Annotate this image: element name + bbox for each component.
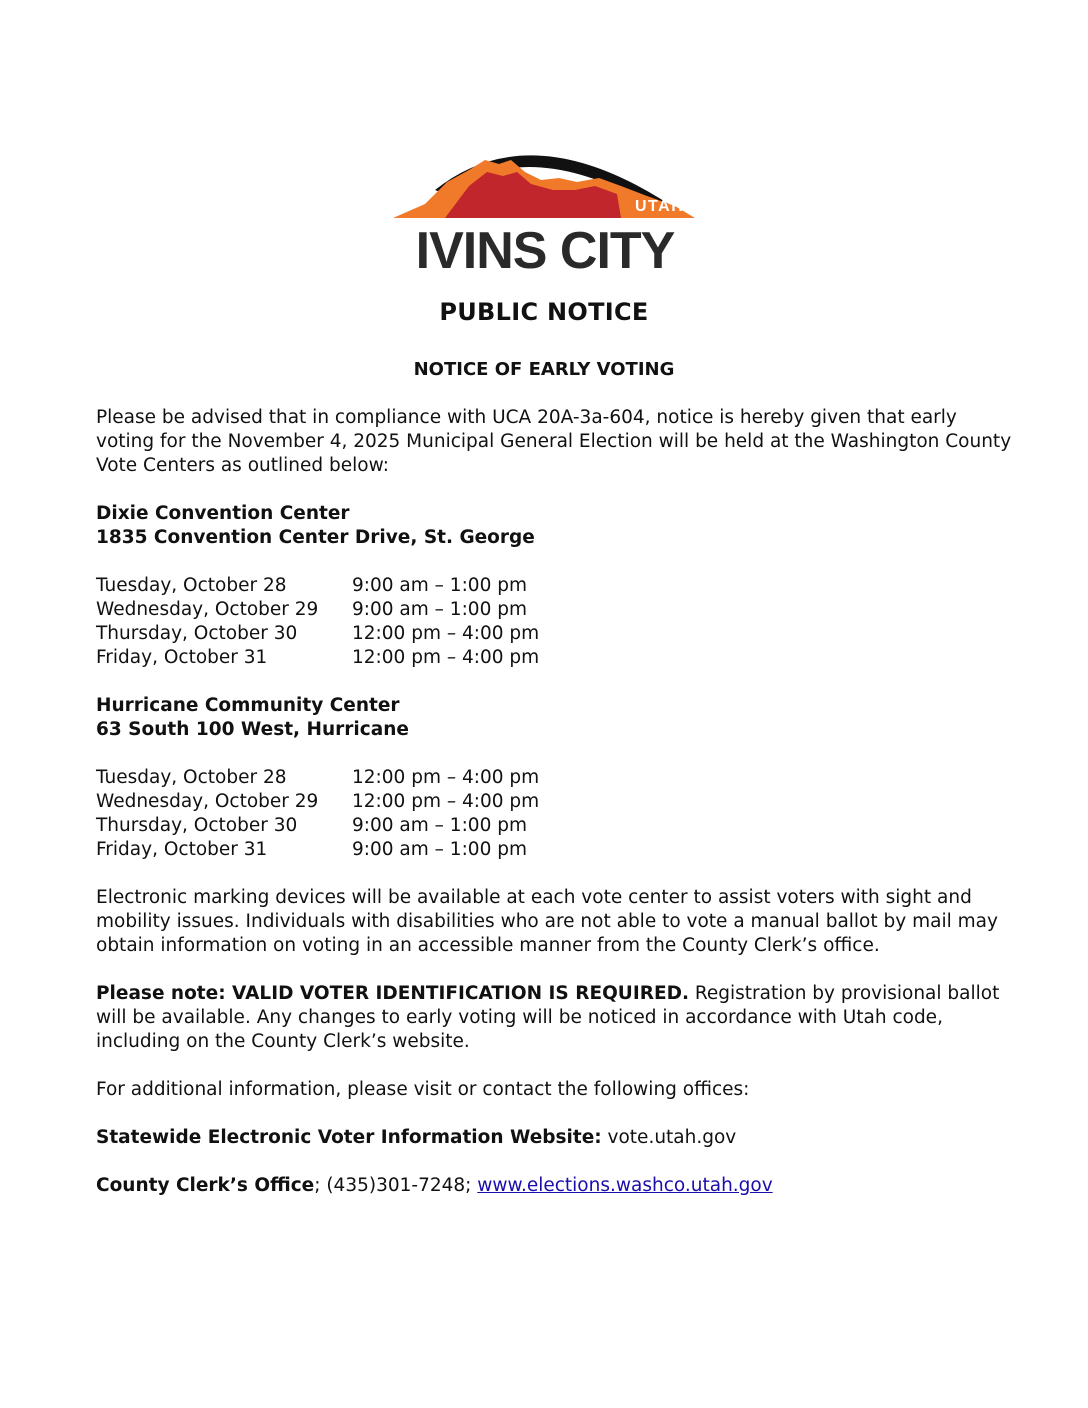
schedule-day: Thursday, October 30 (96, 815, 298, 836)
clerk-contact: ; (435)301-7248; (314, 1175, 478, 1196)
schedule-day: Friday, October 31 (96, 839, 268, 860)
schedule-time: 12:00 pm – 4:00 pm (352, 767, 540, 788)
schedule-day: Tuesday, October 28 (96, 575, 287, 596)
statewide-label: Statewide Electronic Voter Information Website: (96, 1127, 602, 1148)
schedule-day: Wednesday, October 29 (96, 599, 319, 620)
statewide-line (96, 1126, 1016, 1150)
clerk-line (96, 1174, 1016, 1198)
center-address: 63 South 100 West, Hurricane (96, 719, 409, 740)
page-subtitle: NOTICE OF EARLY VOTING (413, 359, 675, 380)
center-address: 1835 Convention Center Drive, St. George (96, 527, 535, 548)
schedule-table (96, 574, 1016, 670)
schedule-table (96, 766, 1016, 862)
statewide-value: vote.utah.gov (601, 1127, 737, 1148)
accessibility-paragraph: Electronic marking devices will be available at each vote center to assist voters with sight and mobility issues. Individuals with disabilities who are not able to vote a manual ballot by mail may obtain information on voting in an accessible manner from the County Clerk’s office. (96, 887, 998, 956)
schedule-time: 12:00 pm – 4:00 pm (352, 623, 540, 644)
ivins-city-logo (385, 120, 705, 280)
schedule-time: 12:00 pm – 4:00 pm (352, 647, 540, 668)
schedule-day: Thursday, October 30 (96, 623, 298, 644)
notice-body (96, 406, 1016, 1198)
schedule-day: Tuesday, October 28 (96, 767, 287, 788)
schedule-time: 9:00 am – 1:00 pm (352, 839, 527, 860)
center-name: Dixie Convention Center (96, 503, 350, 524)
schedule-time: 9:00 am – 1:00 pm (352, 575, 527, 596)
schedule-time: 9:00 am – 1:00 pm (352, 815, 527, 836)
schedule-day: Wednesday, October 29 (96, 791, 319, 812)
additional-info: For additional information, please visit or contact the following offices: (96, 1079, 750, 1100)
clerk-website-link[interactable]: www.elections.washco.utah.gov (477, 1175, 773, 1196)
schedule-day: Friday, October 31 (96, 647, 268, 668)
note-bold: Please note: VALID VOTER IDENTIFICATION IS REQUIRED. (96, 983, 689, 1004)
note-paragraph (96, 982, 1016, 1054)
clerk-label: County Clerk’s Office (96, 1175, 315, 1196)
intro-paragraph: Please be advised that in compliance with UCA 20A-3a-604, notice is hereby given that early voting for the November 4, 2025 Municipal General Election will be held at the Washington County Vote Centers as outlined below: (96, 407, 1012, 476)
schedule-time: 9:00 am – 1:00 pm (352, 599, 527, 620)
note-text: Registration by provisional ballot will be available. Any changes to early voting will be noticed in accordance with Utah code, including on the County Clerk’s website. (96, 983, 1000, 1052)
logo-wordmark: IVINS CITY (415, 222, 675, 280)
center-name: Hurricane Community Center (96, 695, 400, 716)
schedule-time: 12:00 pm – 4:00 pm (352, 791, 540, 812)
logo-state: UTAH (635, 198, 685, 215)
page-title: PUBLIC NOTICE (439, 298, 649, 326)
